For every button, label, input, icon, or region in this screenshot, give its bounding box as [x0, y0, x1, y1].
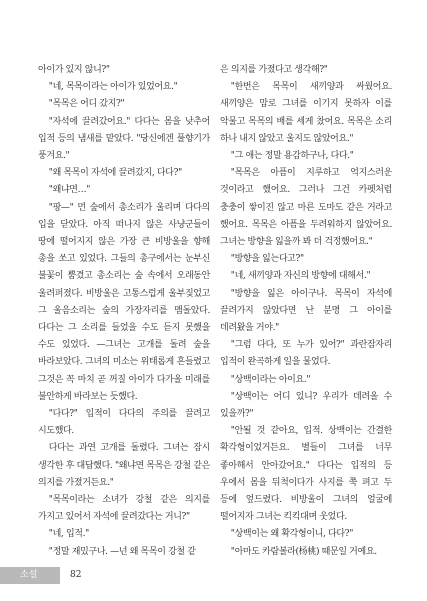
paragraph: "상백이는 왜 확각형이니, 다다?": [230, 529, 354, 540]
paragraph: "다다?" 입적이 다다의 주의를 끌려고 시도했다.: [38, 409, 210, 437]
paragraph: "목목은 어디 갔지?": [48, 99, 125, 110]
paragraph: "그럼 다다, 또 누가 있어?" 과란잠자리 입적이 완곡하게 일을 물었다.: [220, 340, 392, 368]
page-number: 82: [70, 570, 82, 580]
paragraph: "팡—" 먼 숲에서 총소리가 울리며 다다의 입을 닫았다. 아직 떠나지 않은 사냥군들이 땅에 떨어지지 않은 가장 큰 비방울을 향해 총을 쏘고 있었다. 그들의 총구에서는 눈부신 불꽃이 뿜겼고 총소리는 숲 속에서 오래동안 울려퍼졌다. 비방울은 고통스럽게 울부짖었고 그 울음소리는 숲의 가장자리를 맴돌았다. 다다는 그 소리를 들었을 수도 듣지 못했을 수도 있었다. —그녀는 고개를 돌려 숲을 바라보았다. 그녀의 미소는 위태롭게 흔들렸고 그것은 꼭 마치 곧 꺼질 아이가 다가올 미래를 불안하게 바라보는 듯했다.: [38, 202, 210, 402]
paragraph: "안될 것 같아요, 입적. 상백이는 간결한 확각형이었거든요. 별들이 그녀를 너무 좋아해서 안아갔어요." 다다는 입적의 등 우에서 몸을 뒤척이다가 사지를 쭉 펴고 두 등에 엎드렸다. 비방울이 그녀의 얼굴에 떨어지자 그녀는 킥킥대며 웃었다.: [220, 426, 392, 523]
paragraph: "네, 목목이라는 아이가 있었어요.": [48, 82, 178, 93]
paragraph: 은 의지를 가졌다고 생각해?": [220, 65, 328, 75]
paragraph: "방향을 잃은 아이구나. 목목이 자석에 끌려가지 않았다면 난 분명 그 아이를 데려왔을 거야.": [220, 288, 392, 334]
paragraph: 아이가 있지 않니?": [38, 65, 110, 75]
paragraph: "왜냐면…": [48, 185, 91, 196]
paragraph: "네, 입적.": [48, 529, 89, 540]
paragraph: "방향을 잃는다고?": [230, 254, 304, 265]
paragraph: "자석에 끌려갔어요." 다다는 몸을 낮추어 입적 등의 냄새를 맡았다. "당신에겐 풀향기가 풍겨요.": [38, 116, 210, 162]
paragraph: "왜 목목이 자석에 끌려갔지, 다다?": [48, 168, 182, 179]
paragraph: "그 애는 정말 용감하구나, 다다.": [230, 151, 354, 162]
page-footer: [0, 567, 120, 584]
paragraph: "상백이는 어디 있니? 우리가 데려올 수 있을까?": [220, 391, 392, 420]
section-label: 소설: [20, 570, 38, 580]
paragraph: "목목이라는 소녀가 강철 같은 의지를 가지고 있어서 자석에 끌려갔다는 거니?": [38, 495, 210, 523]
paragraph: "정말 재밌구나. —넌 왜 목목이 강철 같: [48, 546, 196, 557]
paragraph: "아마도 카람볼라(杨桃) 때문일 거예요.: [230, 546, 377, 557]
paragraph: "네, 새끼양과 자신의 방향에 대해서.": [230, 271, 371, 282]
paragraph: "한번은 목목이 새끼양과 싸웠어요. 새끼양은 맘로 그녀를 이기지 못하자 이를 악물고 목목의 배를 세게 찼어요. 목목은 소리 하나 내지 않았고 울지도 않았어요.": [220, 82, 392, 144]
right-text-column: [220, 62, 392, 561]
paragraph: "상백이라는 아이요.": [230, 374, 311, 385]
left-text-column: [38, 62, 210, 561]
paragraph: 다다는 과연 고개를 돌렸다. 그녀는 잠시 생각한 후 대답했다. "왜냐면 목목은 강철 같은 의지를 가졌거든요.": [38, 443, 210, 488]
paragraph: "목목은 아픔이 지루하고 억지스러운 것이라고 했어요. 그러나 그건 카펫처럼 충충이 쌓이진 않고 마른 도마도 같은 거라고 했어요. 목목은 아픔을 두려워하지 않았어요. 그녀는 방향을 잃을까 봐 더 걱정했어요.": [220, 168, 392, 248]
footer-section-bar: [0, 567, 60, 584]
